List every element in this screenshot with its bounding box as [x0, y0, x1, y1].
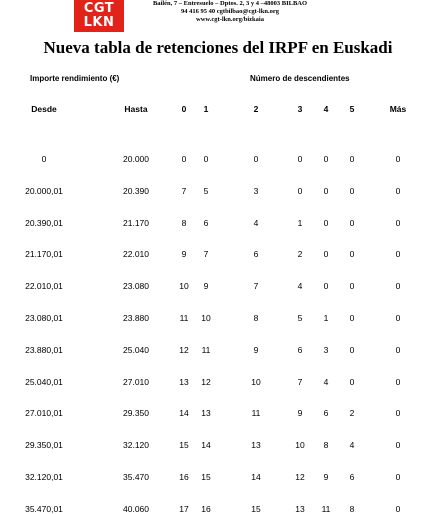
group-header-importe: Importe rendimiento (€)	[30, 74, 120, 83]
table-cell: 0	[349, 344, 355, 355]
table-cell: 20.000	[123, 154, 149, 164]
table-cell: 0	[395, 185, 401, 196]
table-cell: 13	[201, 408, 211, 419]
table-cell: 16	[179, 472, 189, 482]
group-header-descendientes: Número de descendientes	[250, 74, 350, 83]
cgt-logo	[74, 0, 124, 32]
table-cell: 5	[297, 313, 303, 323]
column-header: Hasta	[124, 104, 148, 114]
table-cell: 11	[179, 313, 189, 323]
table-cell: 7	[203, 249, 209, 260]
table-cell: 32.120,01	[25, 472, 63, 482]
table-cell: 0	[395, 376, 401, 387]
table-cell: 12	[295, 472, 305, 482]
table-cell: 0	[395, 281, 401, 292]
table-cell: 13	[295, 503, 305, 514]
column-header: 2	[253, 104, 259, 114]
column-header: 4	[323, 104, 329, 114]
column-header: 3	[297, 104, 303, 114]
table-cell: 6	[323, 408, 329, 419]
table-cell: 3	[323, 344, 329, 355]
table-cell: 23.880,01	[25, 344, 63, 355]
address-block	[130, 0, 330, 24]
table-cell: 0	[349, 313, 355, 323]
table-cell: 11	[251, 408, 261, 419]
column-header: Más	[389, 104, 407, 114]
website-line: www.cgt-lkn.org/bizkaia	[196, 16, 264, 23]
table-cell: 0	[349, 281, 355, 292]
table-cell: 7	[297, 376, 303, 387]
table-cell: 21.170,01	[25, 249, 63, 260]
table-cell: 4	[297, 281, 303, 292]
table-cell: 40.060	[123, 503, 149, 514]
table-cell: 22.010	[123, 249, 149, 260]
table-cell: 0	[41, 154, 47, 164]
table-cell: 9	[253, 344, 259, 355]
logo-line-1: CGT	[83, 1, 115, 16]
table-cell: 6	[203, 217, 209, 228]
table-cell: 15	[251, 503, 261, 514]
table-cell: 17	[179, 503, 189, 514]
column-header: Desde	[31, 104, 57, 114]
table-cell: 25.040,01	[25, 376, 63, 387]
table-cell: 12	[201, 376, 211, 387]
table-cell: 29.350	[123, 408, 149, 419]
table-cell: 8	[323, 440, 329, 451]
table-cell: 10	[201, 313, 211, 323]
table-cell: 20.000,01	[25, 185, 63, 196]
table-cell: 0	[395, 313, 401, 323]
column-header: 5	[349, 104, 355, 114]
page-title: Nueva tabla de retenciones del IRPF en Euskadi	[43, 38, 393, 57]
table-cell: 13	[251, 440, 261, 451]
table-cell: 0	[323, 249, 329, 260]
table-cell: 6	[297, 344, 303, 355]
table-cell: 20.390	[123, 185, 149, 196]
table-cell: 0	[395, 408, 401, 419]
table-cell: 0	[181, 154, 187, 164]
table-cell: 9	[297, 408, 303, 419]
table-cell: 10	[179, 281, 189, 292]
table-cell: 0	[349, 249, 355, 260]
table-cell: 10	[251, 376, 261, 387]
table-cell: 13	[179, 376, 189, 387]
table-cell: 29.350,01	[25, 440, 63, 451]
table-cell: 0	[349, 185, 355, 196]
address-line: Bailén, 7 – Entresuelo – Dptos. 2, 3 y 4 –48003 BILBAO	[152, 0, 308, 7]
table-cell: 0	[395, 503, 401, 514]
table-cell: 4	[253, 217, 259, 228]
table-cell: 0	[203, 154, 209, 164]
table-cell: 9	[181, 249, 187, 260]
table-cell: 0	[395, 154, 401, 164]
table-cell: 10	[295, 440, 305, 451]
table-cell: 20.390,01	[25, 217, 63, 228]
column-header: 1	[203, 104, 209, 114]
table-cell: 15	[179, 440, 189, 451]
table-cell: 0	[395, 344, 401, 355]
table-cell: 14	[179, 408, 189, 419]
table-cell: 8	[181, 217, 187, 228]
table-cell: 14	[251, 472, 261, 482]
table-cell: 0	[395, 217, 401, 228]
table-cell: 6	[253, 249, 259, 260]
table-cell: 0	[395, 472, 401, 482]
table-cell: 0	[297, 185, 303, 196]
table-cell: 23.080,01	[25, 313, 63, 323]
table-cell: 23.080	[123, 281, 149, 292]
table-cell: 14	[201, 440, 211, 451]
table-cell: 5	[203, 185, 209, 196]
contact-line: 94 416 95 40 cgtbilbao@cgt-lkn.org	[181, 8, 279, 15]
table-cell: 27.010,01	[25, 408, 63, 419]
table-cell: 3	[253, 185, 259, 196]
table-cell: 23.880	[123, 313, 149, 323]
table-cell: 0	[395, 249, 401, 260]
table-cell: 0	[253, 154, 259, 164]
table-cell: 0	[349, 376, 355, 387]
table-cell: 2	[349, 408, 355, 419]
table-cell: 8	[349, 503, 355, 514]
table-cell: 2	[297, 249, 303, 260]
table-cell: 27.010	[123, 376, 149, 387]
table-cell: 32.120	[123, 440, 149, 451]
table-cell: 11	[201, 344, 211, 355]
table-cell: 15	[201, 472, 211, 482]
table-cell: 21.170	[123, 217, 149, 228]
table-cell: 4	[323, 376, 329, 387]
table-cell: 12	[179, 344, 189, 355]
table-cell: 0	[349, 217, 355, 228]
table-cell: 16	[201, 503, 211, 514]
table-cell: 11	[321, 503, 331, 514]
column-header: 0	[181, 104, 187, 114]
table-cell: 0	[349, 154, 355, 164]
table-cell: 35.470	[123, 472, 149, 482]
table-cell: 0	[323, 281, 329, 292]
table-cell: 0	[323, 154, 329, 164]
table-cell: 7	[181, 185, 187, 196]
table-cell: 22.010,01	[25, 281, 63, 292]
table-cell: 0	[297, 154, 303, 164]
table-cell: 9	[203, 281, 209, 292]
table-cell: 0	[395, 440, 401, 451]
table-cell: 6	[349, 472, 355, 482]
logo-line-2: LKN	[83, 15, 115, 30]
table-cell: 1	[297, 217, 303, 228]
table-cell: 8	[253, 313, 259, 323]
table-cell: 0	[323, 217, 329, 228]
table-cell: 0	[323, 185, 329, 196]
table-cell: 1	[323, 313, 329, 323]
table-cell: 7	[253, 281, 259, 292]
table-cell: 9	[323, 472, 329, 482]
table-cell: 35.470,01	[25, 503, 63, 514]
table-cell: 25.040	[123, 344, 149, 355]
table-cell: 4	[349, 440, 355, 451]
